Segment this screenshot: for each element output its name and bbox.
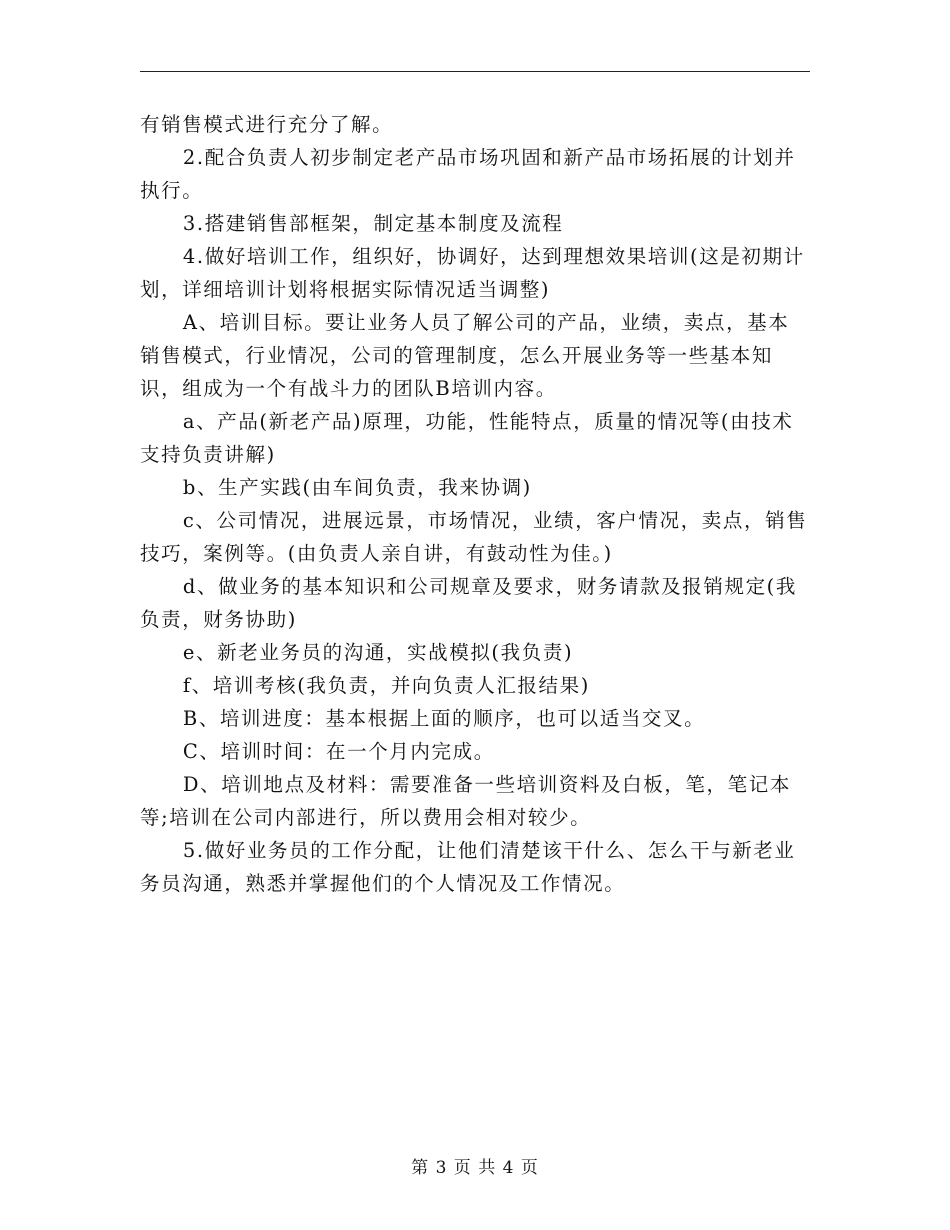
paragraph: a、产品(新老产品)原理，功能，性能特点，质量的情况等(由技术支持负责讲解) xyxy=(140,410,794,466)
paragraph: 3.搭建销售部框架，制定基本制度及流程 xyxy=(182,212,564,235)
paragraph: c、公司情况，进展远景，市场情况，业绩，客户情况，卖点，销售技巧，案例等。(由负责人亲自讲，有鼓动性为佳。) xyxy=(140,509,808,565)
paragraph: C、培训时间：在一个月内完成。 xyxy=(182,740,495,763)
paragraph: d、做业务的基本知识和公司规章及要求，财务请款及报销规定(我负责，财务协助) xyxy=(140,575,797,631)
document-body xyxy=(140,108,810,900)
paragraph: D、培训地点及材料：需要准备一些培训资料及白板，笔，笔记本等;培训在公司内部进行，所以费用会相对较少。 xyxy=(140,773,791,829)
paragraph: B、培训进度：基本根据上面的顺序，也可以适当交叉。 xyxy=(182,707,706,730)
paragraph: A、培训目标。要让业务人员了解公司的产品，业绩，卖点，基本销售模式，行业情况，公司的管理制度，怎么开展业务等一些基本知识，组成为一个有战斗力的团队B培训内容。 xyxy=(140,311,790,400)
page-number-footer: 第 3 页 共 4 页 xyxy=(411,1158,539,1178)
paragraph: 2.配合负责人初步制定老产品市场巩固和新产品市场拓展的计划并执行。 xyxy=(140,146,796,202)
paragraph: 有销售模式进行充分了解。 xyxy=(140,113,394,136)
paragraph: e、新老业务员的沟通，实战模拟(我负责) xyxy=(182,641,574,664)
paragraph: 4.做好培训工作，组织好，协调好，达到理想效果培训(这是初期计划，详细培训计划将根据实际情况适当调整) xyxy=(140,245,805,301)
paragraph: b、生产实践(由车间负责，我来协调) xyxy=(182,476,532,499)
paragraph: f、培训考核(我负责，并向负责人汇报结果) xyxy=(182,674,590,697)
header-rule xyxy=(140,71,810,72)
paragraph: 5.做好业务员的工作分配，让他们清楚该干什么、怎么干与新老业务员沟通，熟悉并掌握他们的个人情况及工作情况。 xyxy=(140,839,796,895)
